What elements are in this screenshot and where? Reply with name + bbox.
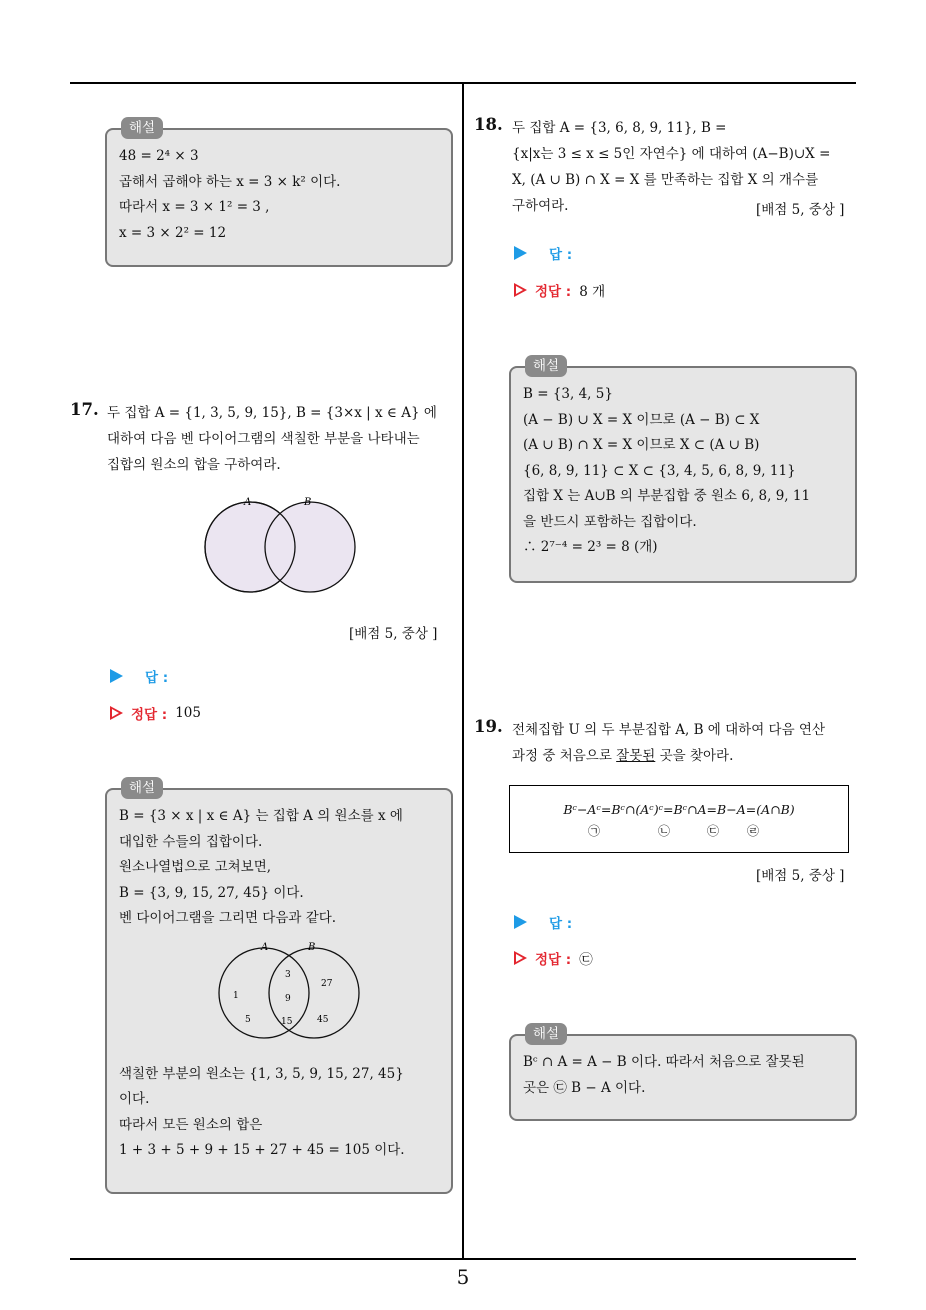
solution-line: 곱해서 곱해야 하는 x = 3 × k² 이다.: [119, 173, 341, 190]
solution-line: ∴ 2⁷⁻⁴ = 2³ = 8 (개): [523, 539, 658, 555]
venn-circle-b: [265, 502, 355, 592]
solution-box-16: [105, 120, 453, 267]
answer-triangle-icon: [110, 669, 123, 683]
question-number-17: 17.: [70, 400, 99, 419]
venn-diagram-q17: [195, 490, 365, 600]
formula-marker: ㉢: [707, 824, 720, 838]
solution-line: (A − B) ∪ X = X 이므로 (A − B) ⊂ X: [523, 411, 760, 428]
underlined-word: 잘못된: [616, 748, 656, 764]
solution-line: 곳은 ㉢ B − A 이다.: [523, 1079, 646, 1096]
venn-element: 27: [321, 978, 333, 989]
venn-label-a: A: [261, 941, 269, 953]
question-line: 구하여라.: [512, 198, 569, 214]
solution-line: 원소나열법으로 고쳐보면,: [119, 859, 272, 875]
solution-line: 을 반드시 포함하는 집합이다.: [523, 513, 697, 530]
answer-label: 답 :: [549, 916, 573, 932]
correct-answer-19: ㉢: [579, 952, 593, 968]
formula-text: Bᶜ−Aᶜ=Bᶜ∩(Aᶜ)ᶜ=Bᶜ∩A=B−A=(A∩B): [563, 802, 795, 817]
points-meta-19: [배점 5, 중상 ]: [756, 868, 845, 884]
answer-row-18: [514, 243, 572, 263]
question-line: [512, 743, 862, 769]
formula-marker: ㉠: [588, 824, 601, 838]
correct-row-19: [514, 948, 593, 968]
correct-answer-18: 8 개: [579, 284, 606, 300]
correct-triangle-icon: [514, 951, 527, 965]
venn-element: 15: [281, 1016, 293, 1027]
solution-tag: 해설: [121, 117, 163, 139]
answer-label: 답 :: [549, 247, 573, 263]
correct-label: 정답 :: [535, 952, 572, 968]
question-number-18: 18.: [474, 115, 503, 134]
solution-box-19: [509, 1026, 857, 1121]
solution-line: {6, 8, 9, 11} ⊂ X ⊂ {3, 4, 5, 6, 8, 9, 11}: [523, 462, 796, 479]
question-fragment: 과정 중 처음으로: [512, 748, 617, 764]
venn-label-b: B: [308, 941, 316, 953]
question-line: {x|x는 3 ≤ x ≤ 5인 자연수} 에 대하여 (A−B)∪X =: [512, 146, 831, 162]
question-line: X, (A ∪ B) ∩ X = X 를 만족하는 집합 X 의 개수를: [512, 172, 819, 188]
correct-triangle-icon: [110, 706, 123, 720]
question-line: 전체집합 U 의 두 부분집합 A, B 에 대하여 다음 연산: [512, 722, 825, 738]
solution-line: 색칠한 부분의 원소는 {1, 3, 5, 9, 15, 27, 45}: [119, 1065, 404, 1082]
solution-line: B = {3, 9, 15, 27, 45} 이다.: [119, 884, 304, 901]
formula-marker: ㉣: [747, 824, 760, 838]
question-line: 두 집합 A = {3, 6, 8, 9, 11}, B =: [512, 120, 727, 136]
question-number-19: 19.: [474, 717, 503, 736]
page-number: 5: [456, 1265, 470, 1289]
solution-box-18: [509, 358, 857, 583]
correct-label: 정답 :: [535, 284, 572, 300]
solution-line: (A ∪ B) ∩ X = X 이므로 X ⊂ (A ∪ B): [523, 437, 760, 453]
solution-line: 벤 다이어그램을 그리면 다음과 같다.: [119, 910, 337, 926]
answer-row-19: [514, 912, 572, 932]
points-meta-18: [배점 5, 중상 ]: [756, 202, 845, 218]
column-divider: [462, 82, 464, 1259]
answer-triangle-icon: [514, 915, 527, 929]
solution-line: B = {3, 4, 5}: [523, 386, 613, 402]
solution-line: 48 = 2⁴ × 3: [119, 148, 199, 164]
answer-label: 답 :: [145, 670, 169, 686]
venn-label-a: A: [244, 497, 252, 508]
venn-diagram-solution: [209, 936, 369, 1048]
solution-tag: 해설: [525, 355, 567, 377]
venn-element: 5: [245, 1014, 251, 1025]
answer-row-17: [110, 666, 168, 686]
formula-marker: ㉡: [658, 824, 671, 838]
question-fragment: 곳을 찾아라.: [655, 748, 734, 764]
correct-label: 정답 :: [131, 707, 168, 723]
venn-element: 9: [285, 993, 291, 1004]
venn-label-b: B: [304, 497, 312, 508]
question-text-19: [512, 717, 862, 769]
points-meta-17: [배점 5, 중상 ]: [349, 626, 438, 642]
question-line: 집합의 원소의 합을 구하여라.: [107, 457, 281, 473]
solution-line: 1 + 3 + 5 + 9 + 15 + 27 + 45 = 105 이다.: [119, 1142, 405, 1158]
answer-triangle-icon: [514, 246, 527, 260]
solution-line: 대입한 수들의 집합이다.: [119, 833, 263, 850]
question-text-17: [107, 400, 457, 478]
correct-row-17: [110, 703, 201, 723]
solution-line: 집합 X 는 A∪B 의 부분집합 중 원소 6, 8, 9, 11: [523, 488, 811, 504]
solution-line: Bᶜ ∩ A = A − B 이다. 따라서 처음으로 잘못된: [523, 1054, 805, 1070]
formula-box-19: [509, 785, 849, 853]
solution-line: 따라서 x = 3 × 1² = 3 ,: [119, 199, 270, 215]
correct-answer-17: 105: [175, 705, 201, 721]
solution-line: 따라서 모든 원소의 합은: [119, 1116, 263, 1133]
venn-element: 1: [233, 990, 239, 1001]
correct-row-18: [514, 280, 605, 300]
solution-line: B = {3 × x | x ∈ A} 는 집합 A 의 원소를 x 에: [119, 808, 403, 824]
solution-box-17: [105, 780, 453, 1194]
solution-tag: 해설: [121, 777, 163, 799]
solution-line: x = 3 × 2² = 12: [119, 224, 227, 241]
question-line: 두 집합 A = {1, 3, 5, 9, 15}, B = {3×x | x ∈ A} 에: [107, 405, 437, 421]
correct-triangle-icon: [514, 283, 527, 297]
venn-element: 45: [317, 1014, 329, 1025]
question-line: 대하여 다음 벤 다이어그램의 색칠한 부분을 나타내는: [107, 431, 420, 447]
solution-tag: 해설: [525, 1023, 567, 1045]
venn-element: 3: [285, 969, 291, 980]
solution-line: 이다.: [119, 1091, 150, 1107]
